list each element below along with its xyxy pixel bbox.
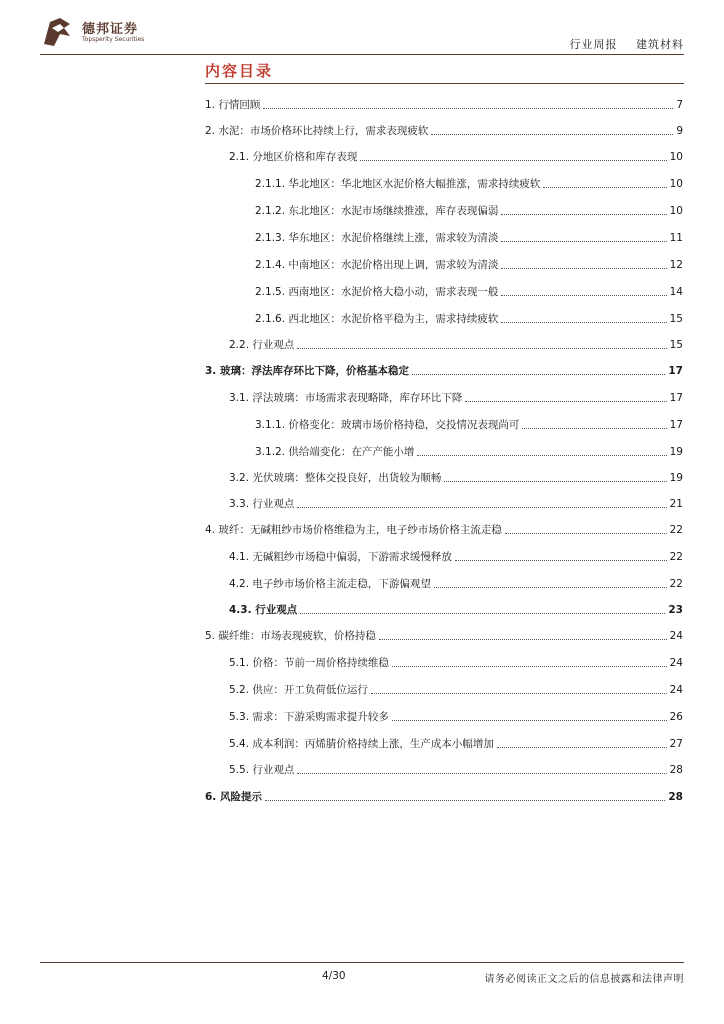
- toc-entry-label: 5.2. 供应：开工负荷低位运行: [229, 684, 368, 696]
- toc-entry-page: 10: [669, 151, 683, 163]
- toc-leader-dots: [455, 559, 667, 561]
- toc-leader-dots: [497, 746, 667, 748]
- toc-entry[interactable]: [205, 625, 683, 643]
- report-type: 行业周报: [569, 38, 618, 51]
- footer-disclaimer: 请务必阅读正文之后的信息披露和法律声明: [484, 974, 684, 985]
- logo-english-name: Topsperity Securities: [82, 36, 145, 43]
- toc-entry-label: 5. 碳纤维：市场表现疲软，价格持稳: [205, 630, 376, 642]
- toc-entry[interactable]: [205, 759, 683, 777]
- toc-entry-page: 17: [669, 392, 683, 404]
- toc-entry-label: 2.1.5. 西南地区：水泥价格大稳小动，需求表现一般: [255, 286, 499, 298]
- toc-leader-dots: [265, 799, 665, 801]
- toc-entry[interactable]: [205, 652, 683, 670]
- toc-entry-page: 15: [669, 339, 683, 351]
- toc-entry[interactable]: [205, 414, 683, 432]
- toc-title: 内容目录: [205, 62, 274, 80]
- toc-entry[interactable]: [205, 120, 683, 138]
- toc-entry-page: 22: [669, 578, 683, 590]
- toc-entry-label: 5.3. 需求：下游采购需求提升较多: [229, 711, 389, 723]
- toc-leader-dots: [501, 240, 666, 242]
- toc-entry[interactable]: [205, 733, 683, 751]
- toc-leader-dots: [392, 665, 667, 667]
- toc-entry-label: 2.1.3. 华东地区：水泥价格继续上涨，需求较为清淡: [255, 232, 499, 244]
- toc-entry[interactable]: [205, 441, 683, 459]
- toc-entry[interactable]: [205, 573, 683, 591]
- toc-entry-label: 3.3. 行业观点: [229, 498, 295, 510]
- toc-entry-page: 24: [669, 684, 683, 696]
- toc-entry-label: 4.1. 无碱粗纱市场稳中偏弱，下游需求缓慢释放: [229, 551, 452, 563]
- logo-chinese-name: 德邦证券: [82, 22, 139, 37]
- toc-entry-page: 7: [676, 99, 683, 111]
- toc-entry[interactable]: [205, 679, 683, 697]
- toc-entry[interactable]: [205, 387, 683, 405]
- toc-leader-dots: [434, 586, 667, 588]
- toc-entry-page: 26: [669, 711, 683, 723]
- toc-entry-label: 5.1. 价格：节前一周价格持续维稳: [229, 657, 389, 669]
- toc-entry-label: 3.1.2. 供给端变化：在产产能小增: [255, 446, 415, 458]
- toc-entry-label: 4.3. 行业观点: [229, 604, 298, 616]
- toc-entry-page: 19: [669, 472, 683, 484]
- toc-leader-dots: [371, 692, 667, 694]
- toc-entry-label: 2.1.1. 华北地区：华北地区水泥价格大幅推涨，需求持续疲软: [255, 178, 541, 190]
- toc-entry-page: 10: [669, 205, 683, 217]
- toc-entry-label: 2.1.2. 东北地区：水泥市场继续推涨，库存表现偏弱: [255, 205, 499, 217]
- toc-entry-page: 11: [669, 232, 683, 244]
- toc-leader-dots: [522, 427, 666, 429]
- toc-entry-page: 12: [669, 259, 683, 271]
- toc-entry[interactable]: [205, 308, 683, 326]
- toc-entry-page: 15: [669, 313, 683, 325]
- toc-entry-page: 27: [669, 738, 683, 750]
- toc-leader-dots: [431, 133, 673, 135]
- page-header: [0, 0, 724, 58]
- footer-divider: [40, 962, 684, 963]
- toc-leader-dots: [297, 506, 666, 508]
- toc-entry-page: 24: [669, 657, 683, 669]
- toc-entry-label: 2.1. 分地区价格和库存表现: [229, 151, 358, 163]
- toc-leader-dots: [501, 267, 666, 269]
- toc-leader-dots: [263, 107, 673, 109]
- toc-leader-dots: [360, 159, 666, 161]
- page-number: 4/30: [322, 970, 346, 982]
- toc-entry[interactable]: [205, 360, 683, 378]
- toc-entry[interactable]: [205, 493, 683, 511]
- toc-leader-dots: [465, 400, 666, 402]
- toc-entry[interactable]: [205, 334, 683, 352]
- toc-entry-label: 4.2. 电子纱市场价格主流走稳，下游偏观望: [229, 578, 431, 590]
- toc-entry-label: 3. 玻璃：浮法库存环比下降，价格基本稳定: [205, 365, 409, 377]
- toc-leader-dots: [444, 480, 666, 482]
- toc-entry-page: 9: [676, 125, 683, 137]
- toc-entry[interactable]: [205, 599, 683, 617]
- toc-entry-label: 6. 风险提示: [205, 791, 262, 803]
- toc-entry-page: 24: [669, 630, 683, 642]
- toc-entry-label: 2.2. 行业观点: [229, 339, 295, 351]
- toc-entry-page: 14: [669, 286, 683, 298]
- toc-entry-label: 2. 水泥：市场价格环比持续上行，需求表现疲软: [205, 125, 429, 137]
- toc-entry-label: 1. 行情回顾: [205, 99, 261, 111]
- toc-entry-label: 2.1.4. 中南地区：水泥价格出现上调，需求较为清淡: [255, 259, 499, 271]
- company-logo: [40, 12, 180, 52]
- toc-leader-dots: [417, 454, 666, 456]
- toc-title-divider: [205, 83, 684, 84]
- toc-leader-dots: [300, 612, 665, 614]
- toc-entry[interactable]: [205, 706, 683, 724]
- toc-leader-dots: [379, 638, 667, 640]
- toc-entry-label: 3.1.1. 价格变化：玻璃市场价格持稳，交投情况表现尚可: [255, 419, 520, 431]
- toc-entry-page: 17: [669, 419, 683, 431]
- toc-entry[interactable]: [205, 546, 683, 564]
- toc-leader-dots: [501, 321, 666, 323]
- toc-entry-page: 22: [669, 551, 683, 563]
- toc-entry-page: 10: [669, 178, 683, 190]
- toc-entry[interactable]: [205, 254, 683, 272]
- toc-entry-page: 21: [669, 498, 683, 510]
- toc-leader-dots: [501, 294, 666, 296]
- toc-entry-page: 19: [669, 446, 683, 458]
- toc-entry-label: 3.2. 光伏玻璃：整体交投良好，出货较为顺畅: [229, 472, 442, 484]
- toc-entry[interactable]: [205, 281, 683, 299]
- toc-entry-page: 28: [668, 791, 683, 803]
- toc-entry[interactable]: [205, 146, 683, 164]
- toc-entry[interactable]: [205, 227, 683, 245]
- toc-entry-label: 5.4. 成本利润：丙烯腈价格持续上涨，生产成本小幅增加: [229, 738, 494, 750]
- toc-entry[interactable]: [205, 467, 683, 485]
- toc-leader-dots: [501, 213, 666, 215]
- toc-entry-page: 17: [668, 365, 683, 377]
- toc-entry[interactable]: [205, 94, 683, 112]
- industry-name: 建筑材料: [636, 38, 684, 51]
- toc-entry-label: 2.1.6. 西北地区：水泥价格平稳为主，需求持续疲软: [255, 313, 499, 325]
- toc-entry-page: 22: [669, 524, 683, 536]
- toc-entry[interactable]: [205, 786, 683, 804]
- toc-entry-label: 5.5. 行业观点: [229, 764, 295, 776]
- toc-entry[interactable]: [205, 519, 683, 537]
- toc-leader-dots: [412, 373, 665, 375]
- toc-entry-page: 23: [668, 604, 683, 616]
- toc-entry-label: 3.1. 浮法玻璃：市场需求表现略降，库存环比下降: [229, 392, 463, 404]
- toc-leader-dots: [297, 772, 666, 774]
- logo-mark-icon: [40, 14, 76, 50]
- toc-entry[interactable]: [205, 200, 683, 218]
- toc-entry-page: 28: [669, 764, 683, 776]
- toc-entry[interactable]: [205, 173, 683, 191]
- toc-leader-dots: [297, 347, 666, 349]
- toc-leader-dots: [505, 532, 667, 534]
- toc-entry-label: 4. 玻纤：无碱粗纱市场价格维稳为主，电子纱市场价格主流走稳: [205, 524, 502, 536]
- header-category: [570, 36, 685, 52]
- toc-leader-dots: [392, 719, 667, 721]
- toc-leader-dots: [543, 186, 666, 188]
- header-divider: [40, 54, 684, 55]
